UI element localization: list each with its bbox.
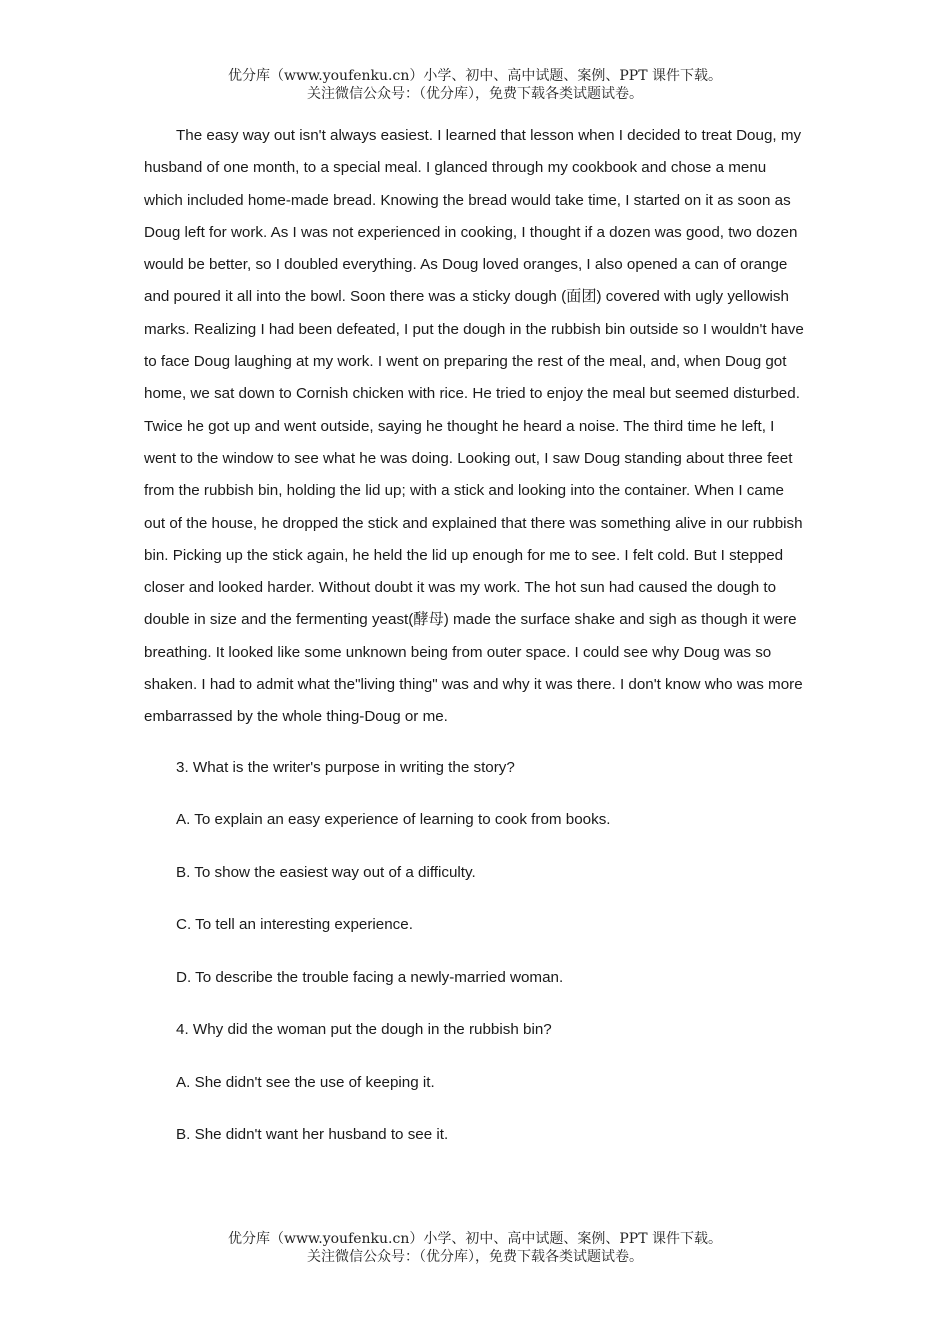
question-3-option-c: C. To tell an interesting experience. bbox=[176, 916, 413, 934]
question-4-option-a: A. She didn't see the use of keeping it. bbox=[176, 1073, 435, 1091]
questions-section bbox=[144, 752, 808, 1172]
document-body bbox=[144, 120, 808, 1172]
footer-line-2: 关注微信公众号：（优分库），免费下载各类试题试卷。 bbox=[307, 1249, 643, 1265]
question-3-option-d: D. To describe the trouble facing a newly-married woman. bbox=[176, 968, 564, 986]
question-4-stem: 4. Why did the woman put the dough in the rubbish bin? bbox=[176, 1021, 552, 1039]
question-3-stem: 3. What is the writer's purpose in writing the story? bbox=[176, 758, 515, 776]
header-line-2: 关注微信公众号：（优分库），免费下载各类试题试卷。 bbox=[307, 86, 643, 102]
header-line-1: 优分库（www.youfenku.cn）小学、初中、高中试题、案例、PPT 课件下载。 bbox=[227, 68, 722, 84]
question-3-option-b: B. To show the easiest way out of a difficulty. bbox=[176, 863, 476, 881]
page-header bbox=[0, 67, 950, 103]
reading-passage: The easy way out isn't always easiest. I learned that lesson when I decided to treat Doug, my husband of one month, to a special meal. I glanced through my cookbook and chose a menu which included home-made bread. Knowing the bread would take time, I started on it as soon as Doug left for work. As I was not experienced in cooking, I thought if a dozen was good, two dozen would be better, so I doubled everything. As Doug loved oranges, I also opened a can of orange and poured it all into the bowl. Soon there was a sticky dough (面团) covered with ugly yellowish marks. Realizing I had been defeated, I put the dough in the rubbish bin outside so I wouldn't have to face Doug laughing at my work. I went on preparing the rest of the meal, and, when Doug got home, we sat down to Cornish chicken with rice. He tried to enjoy the meal but seemed disturbed. Twice he got up and went outside, saying he thought he heard a noise. The third time he left, I went to the window to see what he was doing. Looking out, I saw Doug standing about three feet from the rubbish bin, holding the lid up; with a stick and looking into the container. When I came out of the house, he dropped the stick and explained that there was something alive in our rubbish bin. Picking up the stick again, he held the lid up enough for me to see. I felt cold. But I stepped closer and looked harder. Without doubt it was my work. The hot sun had caused the dough to double in size and the fermenting yeast(酵母) made the surface shake and sigh as though it were breathing. It looked like some unknown being from outer space. I could see why Doug was so shaken. I had to admit what the"living thing" was and why it was there. I don't know who was more embarrassed by the whole thing-Doug or me. bbox=[144, 127, 804, 726]
question-3-option-a: A. To explain an easy experience of learning to cook from books. bbox=[176, 811, 611, 829]
footer-line-1: 优分库（www.youfenku.cn）小学、初中、高中试题、案例、PPT 课件下载。 bbox=[227, 1231, 722, 1247]
page-footer bbox=[0, 1230, 950, 1266]
question-4-option-b: B. She didn't want her husband to see it. bbox=[176, 1126, 449, 1144]
